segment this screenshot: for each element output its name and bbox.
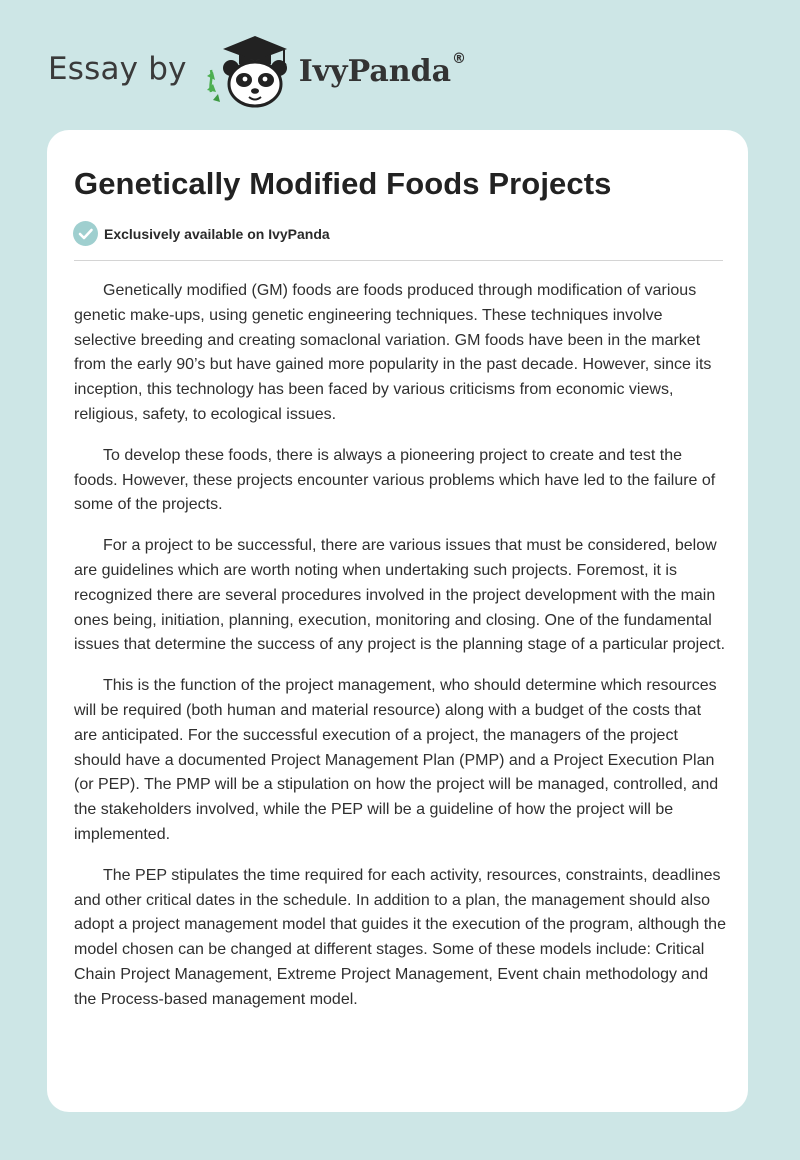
exclusive-badge xyxy=(73,221,330,246)
panda-mascot-icon xyxy=(201,34,297,108)
essay-card xyxy=(47,130,748,1112)
paragraph: For a project to be successful, there are various issues that must be considered, below are guidelines which are worth noting when undertaking such projects. Foremost, it is recognized there are several procedures involved in the project development with the main ones being, initiation, planning, execution, monitoring and closing. One of the fundamental issues that determine the success of any project is the planning stage of a particular project. xyxy=(74,537,726,654)
site-brand[interactable] xyxy=(48,34,466,108)
brand-prefix: Essay by xyxy=(48,51,187,87)
brand-name: IvyPanda xyxy=(298,53,452,89)
paragraph: To develop these foods, there is always a pioneering project to create and test the foods. However, these projects encounter various problems which have led to the failure of some of the projects. xyxy=(74,446,716,514)
paragraph: This is the function of the project management, who should determine which resources will be required (both human and material resource) along with a budget of the costs that are anticipated. For the successful execution of a project, the managers of the project should have a documented Project Management Plan (PMP) and a Project Execution Plan (or PEP). The PMP will be a stipulation on how the project will be managed, controlled, and the stakeholders involved, while the PEP will be a guideline of how the project will be implemented. xyxy=(74,677,719,843)
essay-body xyxy=(74,279,726,1029)
paragraph: The PEP stipulates the time required for each activity, resources, constraints, deadlines and other critical dates in the schedule. In addition to a plan, the management should also adopt a project management model that guides it the execution of the program, although the model chosen can be changed at different stages. Some of these models include: Critical Chain Project Management, Extreme Project Management, Event chain methodology and the Process-based management model. xyxy=(74,866,726,1008)
page-title: Genetically Modified Foods Projects xyxy=(74,166,612,201)
title-divider xyxy=(74,260,723,261)
registered-mark: ® xyxy=(452,51,467,67)
check-circle-icon xyxy=(73,221,98,246)
exclusive-badge-label: Exclusively available on IvyPanda xyxy=(104,225,330,242)
paragraph: Genetically modified (GM) foods are foods produced through modification of various genetic make-ups, using genetic engineering techniques. These techniques involve selective breeding and creating somaclonal variation. GM foods have been in the market from the early 90’s but have gained more popularity in the past decade. However, since its inception, this technology has been faced by various criticisms from economic views, religious, safety, to ecological issues. xyxy=(74,282,712,423)
